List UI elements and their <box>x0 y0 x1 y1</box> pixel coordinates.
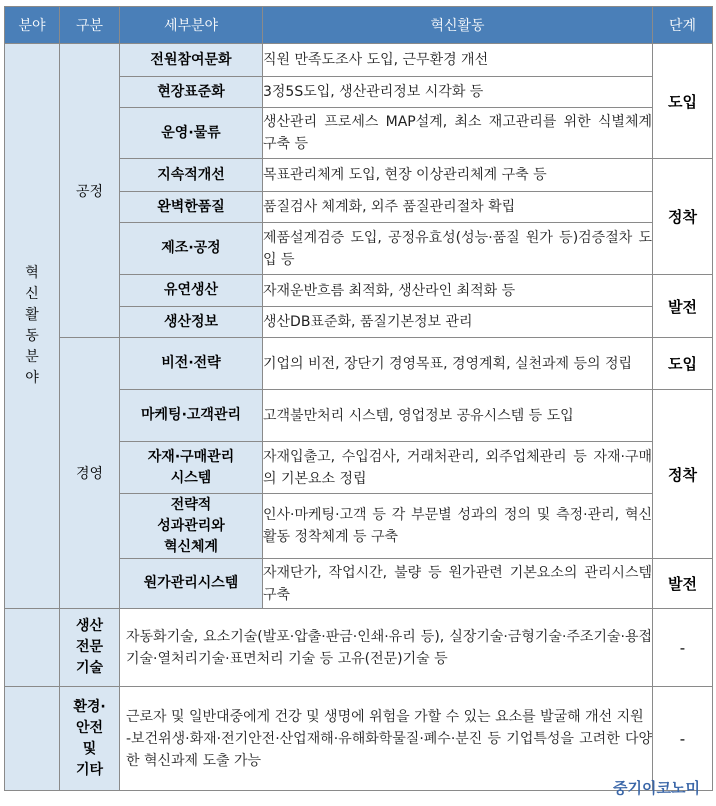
stage-cell: 도입 <box>653 44 713 159</box>
division-production-tech: 생산 전문 기술 <box>60 609 120 687</box>
detail-cell: 비전·전략 <box>120 338 263 390</box>
header-stage: 단계 <box>653 7 713 44</box>
activity-cell: 직원 만족도조사 도입, 근무환경 개선 <box>263 44 653 77</box>
stage-cell: 발전 <box>653 559 713 609</box>
table-row <box>5 44 713 77</box>
header-division: 구분 <box>60 7 120 44</box>
stage-cell: 정착 <box>653 159 713 275</box>
header-field: 분야 <box>5 7 60 44</box>
activity-cell: 생산DB표준화, 품질기본정보 관리 <box>263 307 653 338</box>
activity-cell: 생산관리 프로세스 MAP설계, 최소 재고관리를 위한 식별체계 구축 등 <box>263 108 653 159</box>
detail-cell: 마케팅·고객관리 <box>120 390 263 442</box>
header-row <box>5 7 713 44</box>
activity-cell: 자재단가, 작업시간, 불량 등 원가관련 기본요소의 관리시스템 구축 <box>263 559 653 609</box>
detail-cell: 전략적 성과관리와 혁신체계 <box>120 494 263 559</box>
activity-cell: 기업의 비전, 장단기 경영목표, 경영계획, 실천과제 등의 정립 <box>263 338 653 390</box>
detail-cell: 생산정보 <box>120 307 263 338</box>
table-row <box>5 338 713 390</box>
activity-cell: 자재운반흐름 최적화, 생산라인 최적화 등 <box>263 275 653 307</box>
table-row <box>5 687 713 791</box>
detail-cell: 완벽한품질 <box>120 192 263 223</box>
field-label: 혁 신 활 동 분 야 <box>5 44 60 609</box>
detail-cell: 유연생산 <box>120 275 263 307</box>
activity-cell: 3정5S도입, 생산관리정보 시각화 등 <box>263 77 653 108</box>
activity-cell: 목표관리체계 도입, 현장 이상관리체계 구축 등 <box>263 159 653 192</box>
field-blank <box>5 687 60 791</box>
activity-cell: 자동화기술, 요소기술(발포·압출·판금·인쇄·유리 등), 실장기술·금형기술·주조기술·용접기술·열처리기술·표면처리 기술 등 고유(전문)기술 등 <box>120 609 653 687</box>
activity-cell: 제품설계검증 도입, 공정유효성(성능·품질 원가 등)검증절차 도입 등 <box>263 223 653 275</box>
detail-cell: 전원참여문화 <box>120 44 263 77</box>
activity-cell <box>120 687 653 791</box>
division-process: 공정 <box>60 44 120 338</box>
environment-activity-detail: -보건위생·화재·전기안전·산업재해·유해화학물질·폐수·분진 등 기업특성을 고려한 다양한 혁신과제 도출 가능 <box>126 730 652 769</box>
activity-cell: 인사·마케팅·고객 등 각 부문별 성과의 정의 및 측정·관리, 혁신활동 정착체계 등 구축 <box>263 494 653 559</box>
publisher-logo: 중기이코노미 <box>613 779 700 797</box>
detail-cell: 운영·물류 <box>120 108 263 159</box>
stage-cell: 발전 <box>653 275 713 338</box>
activity-cell: 자재입출고, 수입검사, 거래처관리, 외주업체관리 등 자재·구매의 기본요소 정립 <box>263 442 653 494</box>
detail-cell: 지속적개선 <box>120 159 263 192</box>
innovation-activity-table <box>4 6 713 791</box>
detail-cell: 자재·구매관리 시스템 <box>120 442 263 494</box>
activity-cell: 품질검사 체계화, 외주 품질관리절차 확립 <box>263 192 653 223</box>
detail-cell: 제조·공정 <box>120 223 263 275</box>
header-detail: 세부분야 <box>120 7 263 44</box>
field-blank <box>5 609 60 687</box>
header-activity: 혁신활동 <box>263 7 653 44</box>
environment-activity-line: 근로자 및 일반대중에게 건강 및 생명에 위험을 가할 수 있는 요소를 발굴해 개선 지원 <box>126 708 644 725</box>
table-row <box>5 609 713 687</box>
stage-cell: 도입 <box>653 338 713 390</box>
stage-cell: 정착 <box>653 390 713 559</box>
division-management: 경영 <box>60 338 120 609</box>
division-environment: 환경· 안전 및 기타 <box>60 687 120 791</box>
stage-cell: - <box>653 687 713 791</box>
stage-cell: - <box>653 609 713 687</box>
activity-cell: 고객불만처리 시스템, 영업정보 공유시스템 등 도입 <box>263 390 653 442</box>
detail-cell: 현장표준화 <box>120 77 263 108</box>
detail-cell: 원가관리시스템 <box>120 559 263 609</box>
